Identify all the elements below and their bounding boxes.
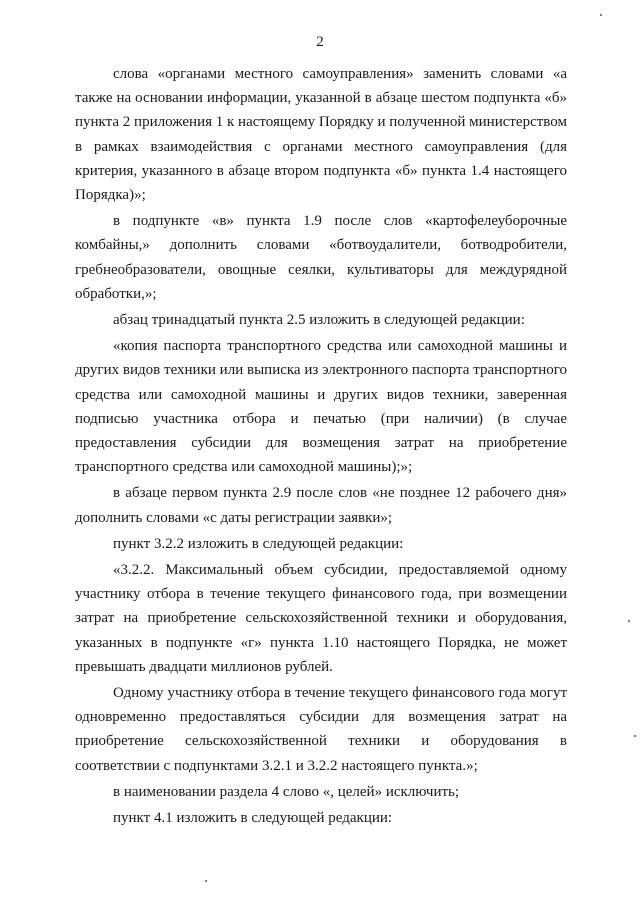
paragraph-amendment-3-2-2: пункт 3.2.2 изложить в следующей редакции: xyxy=(113,535,404,552)
document-body xyxy=(75,62,567,830)
paragraph-passport-copy: «копия паспорта транспортного средства или самоходной машины и других видов техники или выписка из электронного паспорта транспортного средства или самоходной машины и других видов техники, заверенная подписью участника отбора и печатью (при наличии) (в случае предоставления субсидии для возмещения затрат на приобретение транспортного средства или самоходной машины);»; xyxy=(75,338,567,476)
paragraph-amendment-local-government: слова «органами местного самоуправления» заменить словами «а также на основании информации, указанной в абзаце шестом подпункта «б» пункта 2 приложения 1 к настоящему Порядку и полученной министерством в рамках взаимодействия с органами местного самоуправления (для критерия, указанного в абзаце втором подпункта «б» пункта 1.4 настоящего Порядка)»; xyxy=(75,66,567,204)
paragraph-clause-3-2-2: «3.2.2. Максимальный объем субсидии, предоставляемой одному участнику отбора в течение текущего финансового года, при возмещении затрат на приобретение сельскохозяйственной техники и оборудования, указанных в подпункте «г» пункта 1.10 настоящего Порядка, не может превышать двадцати миллионов рублей. xyxy=(75,562,567,675)
paragraph-amendment-2-9: в абзаце первом пункта 2.9 после слов «не позднее 12 рабочего дня» дополнить словами «с даты регистрации заявки»; xyxy=(75,485,567,526)
paragraph-concurrent-subsidies: Одному участнику отбора в течение текущего финансового года могут одновременно предоставляться субсидии для возмещения затрат на приобретение сельскохозяйственной техники и оборудования в соответствии с подпунктами 3.2.1 и 3.2.2 настоящего пункта.»; xyxy=(75,685,567,774)
scan-speck xyxy=(634,735,636,737)
paragraph-amendment-2-5: абзац тринадцатый пункта 2.5 изложить в следующей редакции: xyxy=(113,312,525,329)
paragraph-amendment-1-9: в подпункте «в» пункта 1.9 после слов «картофелеуборочные комбайны,» дополнить словами «ботвоудалители, ботводробители, гребнеобразователи, овощные сеялки, культиваторы для междурядной обработки,»; xyxy=(75,213,567,302)
scan-speck xyxy=(205,880,207,882)
paragraph-section-4-title: в наименовании раздела 4 слово «, целей» исключить; xyxy=(113,783,460,800)
scan-speck xyxy=(628,620,630,622)
scan-speck xyxy=(600,14,602,16)
paragraph-amendment-4-1: пункт 4.1 изложить в следующей редакции: xyxy=(113,810,393,827)
page-number: 2 xyxy=(316,34,324,50)
